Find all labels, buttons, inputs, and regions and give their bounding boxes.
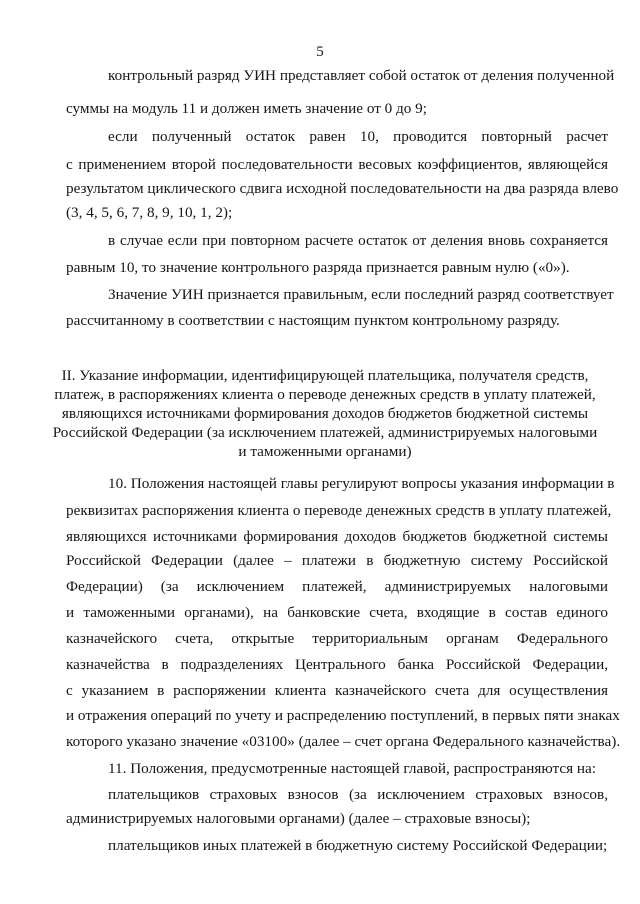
section-heading-line: II. Указание информации, идентифицирующей плательщика, получателя средств,	[61, 367, 589, 384]
text-line: плательщиков страховых взносов (за исключением страховых взносов,	[108, 786, 608, 803]
text-line: Федерации) (за исключением платежей, администрируемых налоговыми	[66, 578, 608, 595]
text-line: Российской Федерации (далее – платежи в бюджетную систему Российской	[66, 552, 608, 569]
section-heading-line: и таможенными органами)	[238, 443, 412, 460]
text-line: с указанием в распоряжении клиента казначейского счета для осуществления	[66, 682, 608, 699]
text-line: плательщиков иных платежей в бюджетную систему Российской Федерации;	[108, 837, 608, 854]
text-line: и таможенными органами), на банковские счета, входящие в состав единого	[66, 604, 608, 621]
text-line: казначейского счета, открытые территориальным органам Федерального	[66, 630, 608, 647]
text-line: 11. Положения, предусмотренные настоящей главой, распространяются на:	[108, 760, 596, 777]
text-line: в случае если при повторном расчете остаток от деления вновь сохраняется	[108, 232, 608, 249]
text-line: если полученный остаток равен 10, проводится повторный расчет	[108, 128, 608, 145]
text-line: с применением второй последовательности весовых коэффициентов, являющейся	[66, 156, 608, 173]
page-number: 5	[316, 44, 324, 60]
text-line: рассчитанному в соответствии с настоящим пунктом контрольному разряду.	[66, 312, 560, 329]
text-line: 10. Положения настоящей главы регулируют вопросы указания информации в	[108, 475, 615, 492]
text-line: равным 10, то значение контрольного разряда признается равным нулю («0»).	[66, 259, 570, 276]
text-line: реквизитах распоряжения клиента о переводе денежных средств в уплату платежей,	[66, 502, 612, 519]
text-line: которого указано значение «03100» (далее – счет органа Федерального казначейства).	[66, 733, 621, 750]
text-line: (3, 4, 5, 6, 7, 8, 9, 10, 1, 2);	[66, 204, 233, 221]
text-line: контрольный разряд УИН представляет собой остаток от деления полученной	[108, 67, 615, 84]
section-heading-line: платеж, в распоряжениях клиента о переводе денежных средств в уплату платежей,	[54, 386, 596, 403]
text-line: и отражения операций по учету и распределению поступлений, в первых пяти знаках	[66, 707, 620, 724]
section-heading-line: Российской Федерации (за исключением платежей, администрируемых налоговыми	[52, 424, 598, 441]
text-line: суммы на модуль 11 и должен иметь значение от 0 до 9;	[66, 100, 427, 117]
text-line: казначейства в подразделениях Центрального банка Российской Федерации,	[66, 656, 608, 673]
text-line: администрируемых налоговыми органами) (далее – страховые взносы);	[66, 810, 531, 827]
text-line: результатом циклического сдвига исходной последовательности на два разряда влево	[66, 180, 619, 197]
section-heading-line: являющихся источниками формирования доходов бюджетов бюджетной системы	[61, 405, 589, 422]
text-line: являющихся источниками формирования доходов бюджетов бюджетной системы	[66, 528, 608, 545]
text-line: Значение УИН признается правильным, если последний разряд соответствует	[108, 286, 614, 303]
